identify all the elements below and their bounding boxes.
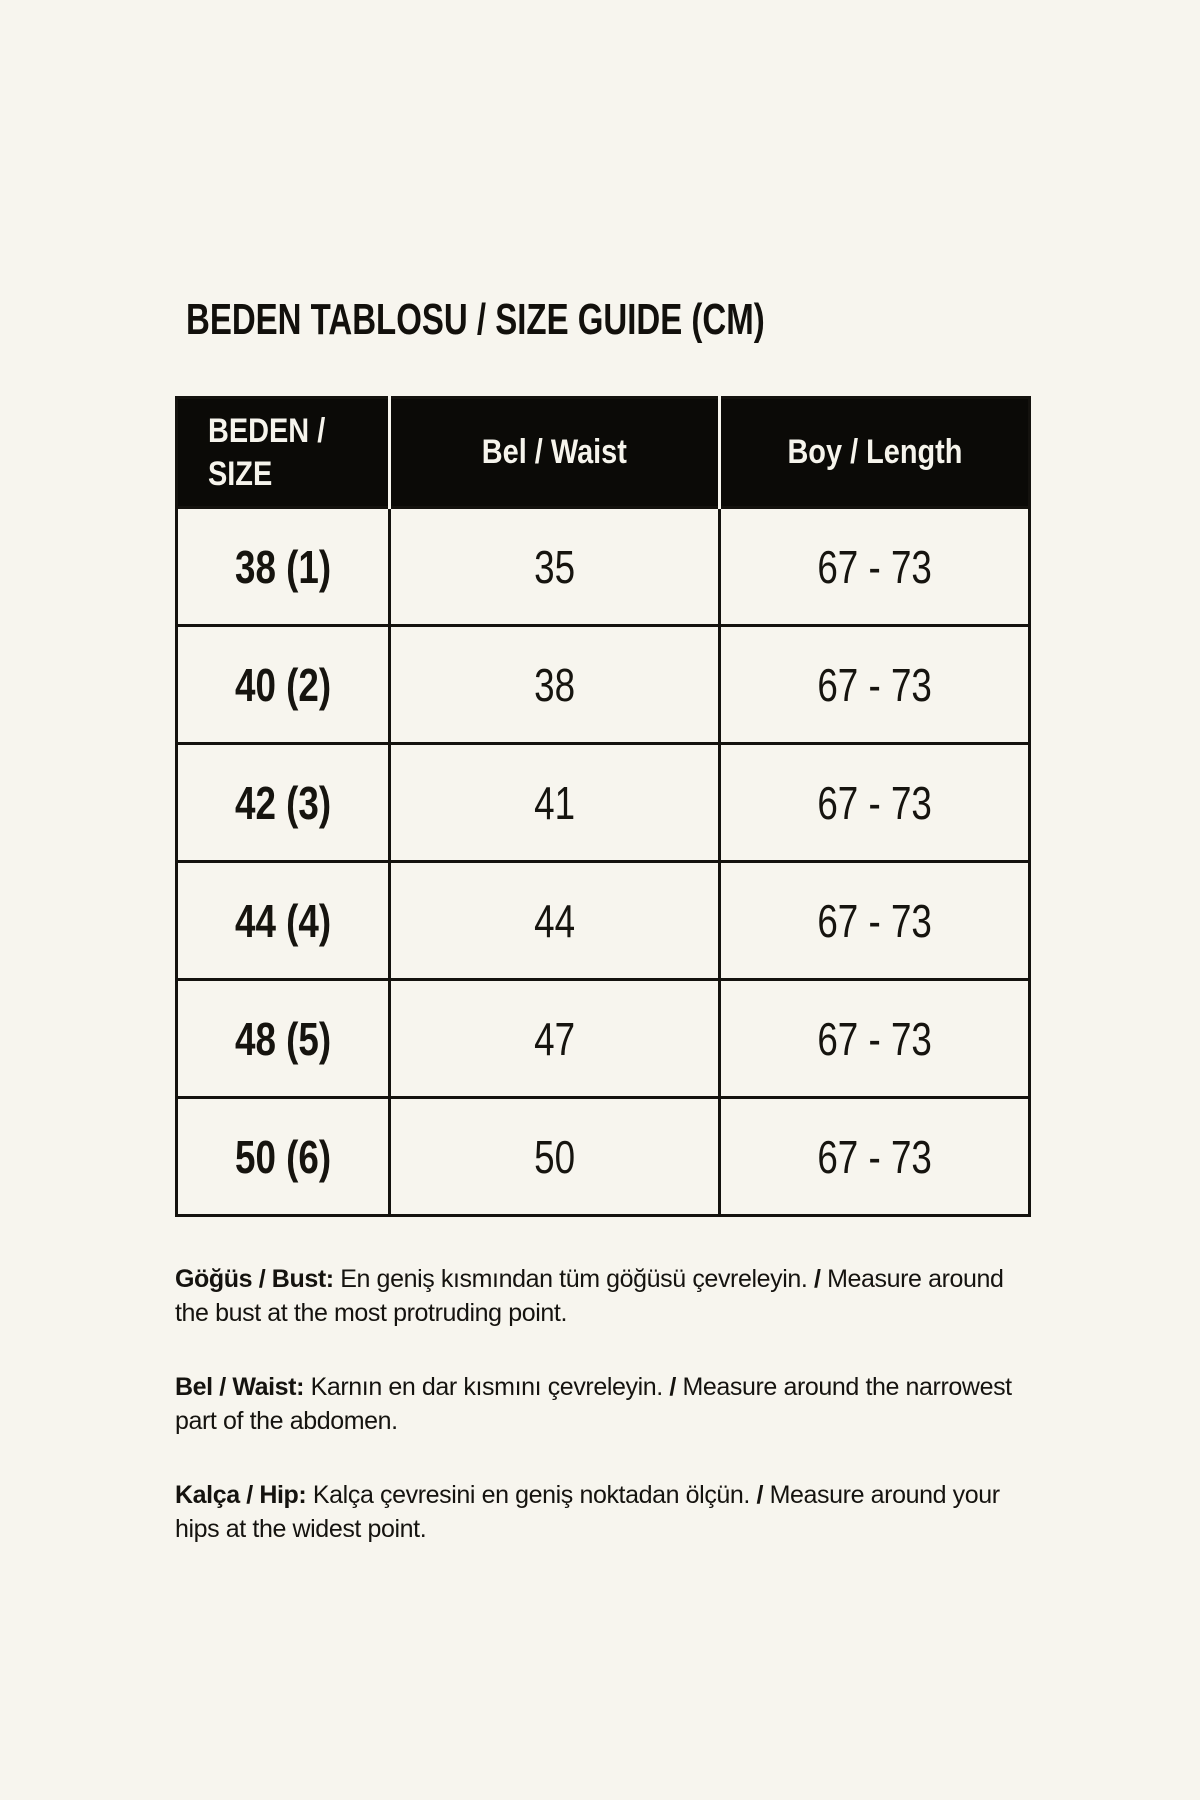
size-value: 42 (3) xyxy=(177,744,390,862)
waist-value: 50 xyxy=(390,1098,720,1216)
column-header-length xyxy=(720,398,1030,508)
note-hip-en: Measure around your hips at the widest point. xyxy=(175,1481,1000,1543)
size-guide-table xyxy=(175,396,1031,1217)
note-waist xyxy=(175,1370,1035,1438)
column-header-waist xyxy=(390,398,720,508)
table-row xyxy=(177,1098,1030,1216)
column-header-length-label: Boy / Length xyxy=(786,433,962,471)
size-value: 38 (1) xyxy=(177,508,390,626)
column-header-waist-label: Bel / Waist xyxy=(481,433,628,471)
waist-value: 47 xyxy=(390,980,720,1098)
waist-value: 41 xyxy=(390,744,720,862)
note-bust xyxy=(175,1262,1035,1330)
size-value: 44 (4) xyxy=(177,862,390,980)
note-hip-separator: / xyxy=(756,1481,764,1509)
size-value: 48 (5) xyxy=(177,980,390,1098)
note-hip-lead: Kalça / Hip: xyxy=(175,1481,307,1509)
note-waist-lead: Bel / Waist: xyxy=(175,1373,305,1401)
length-value: 67 - 73 xyxy=(720,626,1030,744)
size-value: 40 (2) xyxy=(177,626,390,744)
page-title xyxy=(186,295,958,345)
measurement-notes xyxy=(175,1262,1035,1586)
note-hip-tr: Kalça çevresini en geniş noktadan ölçün. xyxy=(312,1481,750,1509)
page-title-text: BEDEN TABLOSU / SIZE GUIDE (CM) xyxy=(186,295,765,344)
table-row xyxy=(177,980,1030,1098)
length-value: 67 - 73 xyxy=(720,862,1030,980)
note-waist-tr: Karnın en dar kısmını çevreleyin. xyxy=(310,1373,663,1401)
waist-value: 35 xyxy=(390,508,720,626)
length-value: 67 - 73 xyxy=(720,980,1030,1098)
length-value: 67 - 73 xyxy=(720,1098,1030,1216)
note-bust-tr: En geniş kısmından tüm göğüsü çevreleyin. xyxy=(340,1265,808,1293)
column-header-size xyxy=(177,398,390,508)
table-row xyxy=(177,626,1030,744)
table-header-row xyxy=(177,398,1030,508)
table-row xyxy=(177,862,1030,980)
table-row xyxy=(177,508,1030,626)
length-value: 67 - 73 xyxy=(720,508,1030,626)
size-value: 50 (6) xyxy=(177,1098,390,1216)
note-hip xyxy=(175,1478,1035,1546)
waist-value: 38 xyxy=(390,626,720,744)
note-waist-separator: / xyxy=(669,1373,676,1401)
note-bust-separator: / xyxy=(813,1265,821,1293)
length-value: 67 - 73 xyxy=(720,744,1030,862)
note-bust-en: Measure around the bust at the most protruding point. xyxy=(175,1265,1004,1327)
column-header-size-label: BEDEN / SIZE xyxy=(208,411,326,493)
note-bust-lead: Göğüs / Bust: xyxy=(175,1265,334,1293)
note-waist-en: Measure around the narrowest part of the abdomen. xyxy=(175,1373,1012,1435)
waist-value: 44 xyxy=(390,862,720,980)
table-row xyxy=(177,744,1030,862)
